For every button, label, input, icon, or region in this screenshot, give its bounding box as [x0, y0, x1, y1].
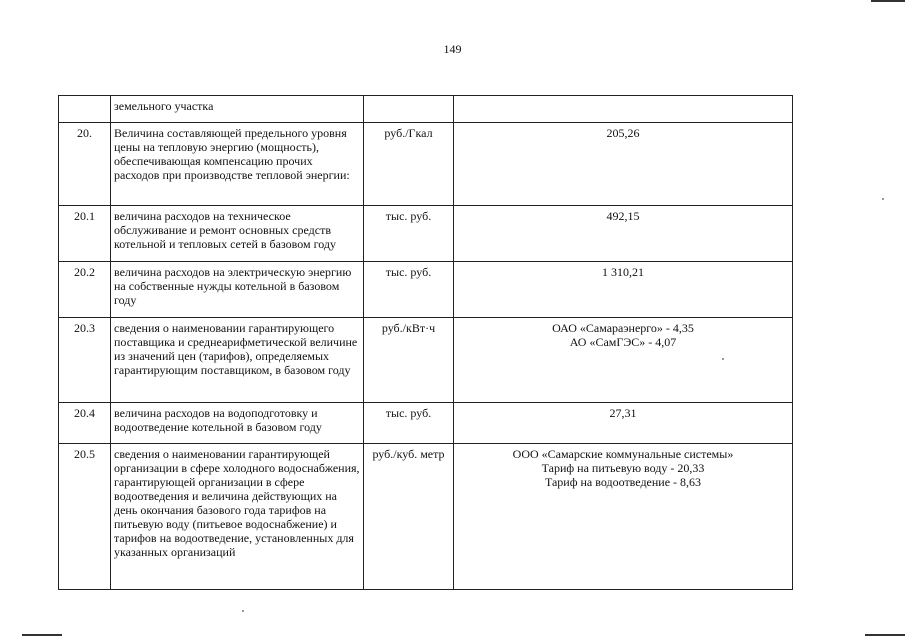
table-row [59, 123, 793, 206]
row-value-cell [454, 444, 793, 590]
row-unit-cell: тыс. руб. [364, 262, 454, 318]
row-number-cell: 20.5 [59, 444, 111, 590]
value-line: АО «СамГЭС» - 4,07 [569, 335, 677, 349]
row-description-cell: величина расходов на техническое обслуживание и ремонт основных средств котельной и тепловых сетей в базовом году [111, 206, 364, 262]
row-value-cell [454, 123, 793, 206]
row-number-cell: 20.1 [59, 206, 111, 262]
tariff-table [58, 95, 793, 590]
row-unit-cell: руб./Гкал [364, 123, 454, 206]
row-description-cell: сведения о наименовании гарантирующего поставщика и среднеарифметической величине из значений цен (тарифов), определяемых гарантирующим поставщиком, в базовом году [111, 318, 364, 403]
table-row [59, 96, 793, 123]
scan-edge-mark [22, 634, 62, 637]
row-description-cell: величина расходов на электрическую энергию на собственные нужды котельной в базовом году [111, 262, 364, 318]
value-line: Тариф на водоотведение - 8,63 [544, 475, 702, 489]
scan-speck [242, 610, 244, 612]
value-line: ООО «Самарские коммунальные системы» [512, 447, 734, 461]
row-number-cell: 20. [59, 123, 111, 206]
row-number-cell: 20.4 [59, 403, 111, 444]
row-unit-cell: тыс. руб. [364, 403, 454, 444]
table-row [59, 262, 793, 318]
table-row [59, 206, 793, 262]
row-number-cell [59, 96, 111, 123]
scan-edge-mark [865, 634, 905, 637]
row-description-cell: сведения о наименовании гарантирующей организации в сфере холодного водоснабжения, гарантирующей организации в сфере водоотведения и величина действующих на день окончания базового года тарифов на питьевую воду (питьевое водоснабжение) и тарифов на водоотведение, установленных для указанных организаций [111, 444, 364, 590]
table-row [59, 403, 793, 444]
value-line: 27,31 [609, 406, 637, 420]
scan-edge-mark [871, 0, 905, 3]
row-unit-cell: руб./кВт·ч [364, 318, 454, 403]
value-line: ОАО «Самараэнерго» - 4,35 [552, 321, 694, 335]
row-unit-cell [364, 96, 454, 123]
row-value-cell [454, 206, 793, 262]
value-line: 1 310,21 [602, 265, 644, 279]
table-row [59, 444, 793, 590]
row-unit-cell: руб./куб. метр [364, 444, 454, 590]
row-description-cell: земельного участка [111, 96, 364, 123]
scan-speck [882, 198, 884, 200]
row-value-cell [454, 262, 793, 318]
table-row [59, 318, 793, 403]
row-description-cell: величина расходов на водоподготовку и водоотведение котельной в базовом году [111, 403, 364, 444]
row-description-cell: Величина составляющей предельного уровня цены на тепловую энергию (мощность), обеспечивающая компенсацию прочих расходов при производстве тепловой энергии: [111, 123, 364, 206]
row-unit-cell: тыс. руб. [364, 206, 454, 262]
value-line: 492,15 [606, 209, 640, 223]
row-value-cell [454, 318, 793, 403]
value-line: Тариф на питьевую воду - 20,33 [541, 461, 705, 475]
row-number-cell: 20.3 [59, 318, 111, 403]
value-line: 205,26 [606, 126, 640, 140]
row-number-cell: 20.2 [59, 262, 111, 318]
page-number: 149 [443, 42, 462, 56]
row-value-cell [454, 403, 793, 444]
row-value-cell [454, 96, 793, 123]
